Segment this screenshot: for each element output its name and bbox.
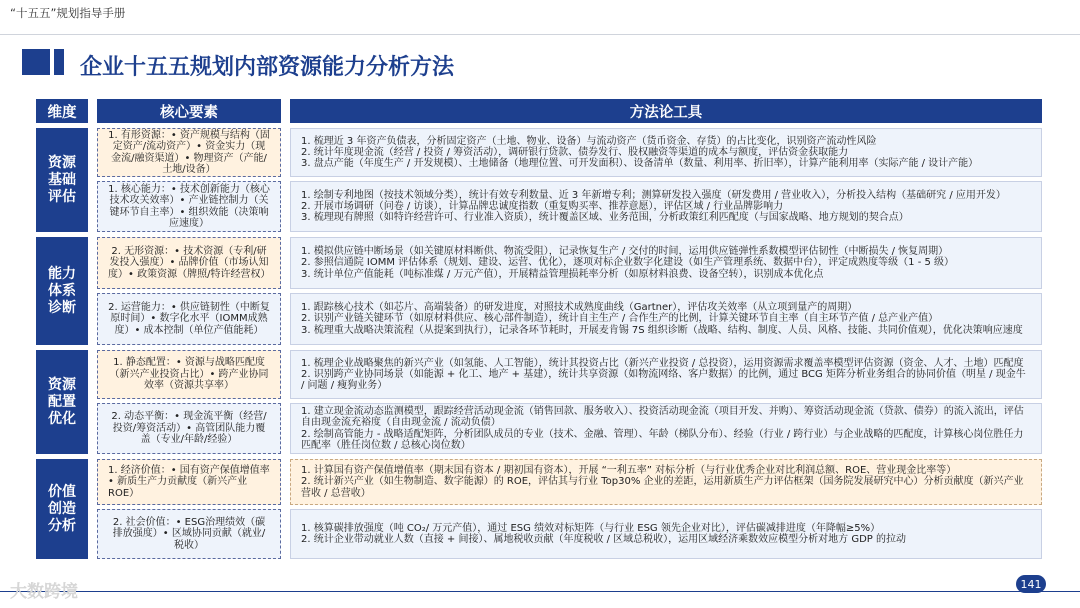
core-dynamic-balance: 2. 动态平衡：• 现金流平衡（经营/投资/筹资活动）• 高管团队能力覆盖（专业/年龄/经验） (97, 403, 281, 454)
method-line: 2. 开展市场调研（问卷 / 访谈），计算品牌忠诚度指数（重复购买率、推荐意愿），评估区域 / 行业品牌影响力 (301, 200, 784, 212)
method-line: 1. 梳理近 3 年资产负债表，分析固定资产（土地、物业、设备）与流动资产（货币资金、存货）的占比变化，识别资产流动性风险 (301, 135, 877, 147)
watermark-logo: 大数跨境 (10, 582, 78, 602)
method-line: 1. 核算碳排放强度（吨 CO₂/ 万元产值），通过 ESG 绩效对标矩阵（与行业 ESG 领先企业对比），评估碳减排进度（年降幅≥5%） (301, 522, 881, 534)
dimension-resource-base: 资源基础评估 (36, 128, 88, 232)
dimension-allocation: 资源配置优化 (36, 350, 88, 454)
method-line: 3. 盘点产能（年度生产 / 开发规模）、土地储备（地理位置、可开发面积）、设备清单（数量、利用率、折旧率），计算产能利用率（实际产能 / 设计产能） (301, 158, 979, 170)
method-row-5 (290, 350, 1042, 399)
method-line: 1. 绘制专利地图（按技术领域分类），统计有效专利数量、近 3 年新增专利；测算研发投入强度（研发费用 / 营业收入），分析投入结构（基础研究 / 应用开发） (301, 189, 1006, 201)
core-static-allocation: 1. 静态配置：• 资源与战略匹配度（新兴产业投资占比）• 跨产业协同效率（资源共享率） (97, 350, 281, 399)
column-header-method: 方法论工具 (290, 99, 1042, 123)
method-line: 3. 统计单位产值能耗（吨标准煤 / 万元产值），开展精益管理损耗率分析（如原材料浪费、设备空转），识别成本优化点 (301, 268, 824, 280)
method-line: 1. 计算国有资产保值增值率（期末国有资本 / 期初国有资本），开展 “一利五率” 对标分析（与行业优秀企业对比利润总额、ROE、营业现金比率等） (301, 465, 957, 477)
method-line: 1. 梳理企业战略聚焦的新兴产业（如氢能、人工智能），统计其投资占比（新兴产业投资 / 总投资），运用资源需求覆盖率模型评估资源（资金、人才、土地）匹配度 (301, 357, 1024, 369)
method-line: 1. 跟踪核心技术（如芯片、高端装备）的研发进度，对照技术成熟度曲线（Gartner），评估攻关效率（从立项到量产的周期） (301, 302, 858, 314)
page-title: 企业十五五规划内部资源能力分析方法 (80, 55, 455, 80)
method-line: 1. 模拟供应链中断场景（如关键原材料断供、物流受阻），记录恢复生产 / 交付的时间，运用供应链弹性系数模型评估韧性（中断损失 / 恢复周期） (301, 246, 949, 258)
column-header-core: 核心要素 (97, 99, 281, 123)
method-line: 2. 识别跨产业协同场景（如能源 + 化工、地产 + 基建），统计共享资源（如物流网络、客户数据）的比例，通过 BCG 矩阵分析业务组合的协同价值（明星 / 现金牛 / 问题 / 瘦狗业务） (301, 368, 1026, 392)
method-line: 1. 建立现金流动态监测模型，跟踪经营活动现金流（销售回款、服务收入）、投资活动现金流（项目开发、并购）、筹资活动现金流（贷款、债券）的流入流出，评估自由现金流充裕度（自由现金流 / 流动负债） (301, 406, 1024, 429)
method-row-7 (290, 459, 1042, 505)
core-intangible-resources: 2. 无形资源：• 技术资源（专利/研发投入强度）• 品牌价值（市场认知度）• 政策资源（牌照/特许经营权） (97, 237, 281, 289)
method-line: 2. 参照信通院 IOMM 评估体系（规划、建设、运营、优化），逐项对标企业数字化建设（如生产管理系统、数据中台），评定成熟度等级（1 - 5 级） (301, 257, 955, 269)
handbook-label: “十五五”规划指导手册 (10, 6, 126, 20)
method-line: 2. 识别产业链关键环节（如原材料供应、核心部件制造），统计自主生产 / 合作生产的比例，计算关键环节自主率（自主环节产值 / 总产业产值） (301, 313, 939, 325)
method-line: 2. 绘制高管能力 - 战略适配矩阵，分析团队成员的专业（技术、金融、管理）、年龄（梯队分布）、经验（行业 / 跨行业）与企业战略的匹配度，计算核心岗位胜任力匹配率（胜任岗位数 / 总核心岗位数） (301, 428, 1024, 451)
method-row-3 (290, 237, 1042, 289)
method-row-6 (290, 403, 1042, 454)
core-core-capability: 1. 核心能力：• 技术创新能力（核心技术攻关效率）• 产业链控制力（关键环节自主率）• 组织效能（决策响应速度） (97, 181, 281, 232)
footer-divider (0, 591, 1080, 592)
header-divider (0, 34, 1080, 35)
method-line: 2. 统计新兴产业（如生物制造、数字能源）的 ROE，评估其与行业 Top30% 企业的差距，运用新质生产力评估框架（国务院发展研究中心）分析贡献度（新兴产业营收 / 总营收） (301, 476, 1024, 499)
core-social-value: 2. 社会价值：• ESG治理绩效（碳排放强度）• 区域协同贡献（就业/税收） (97, 509, 281, 559)
core-tangible-resources: 1. 有形资源：• 资产规模与结构（固定资产/流动资产）• 资金实力（现金流/融资渠道）• 物理资产（产能/土地/设备） (97, 128, 281, 177)
dimension-value: 价值创造分析 (36, 459, 88, 559)
core-operation-capability: 2. 运营能力：• 供应链韧性（中断复原时间）• 数字化水平（IOMM成熟度）• 成本控制（单位产值能耗） (97, 293, 281, 345)
dimension-capability: 能力体系诊断 (36, 237, 88, 345)
method-row-8 (290, 509, 1042, 559)
method-row-4 (290, 293, 1042, 345)
method-line: 2. 统计企业带动就业人数（直接 + 间接）、属地税收贡献（年度税收 / 区域总税收），运用区域经济乘数效应模型分析对地方 GDP 的拉动 (301, 534, 907, 545)
title-accent-block (22, 49, 50, 75)
method-row-1 (290, 128, 1042, 177)
title-accent-block-small (54, 49, 64, 75)
core-economic-value: 1. 经济价值：• 国有资产保值增值率• 新质生产力贡献度（新兴产业ROE） (97, 459, 281, 505)
method-line: 2. 统计年度现金流（经营 / 投资 / 筹资活动），调研银行贷款、债券发行、股权融资等渠道的成本与额度，评估资金获取能力 (301, 146, 849, 158)
method-line: 3. 梳理现有牌照（如特许经营许可、行业准入资质），统计覆盖区域、业务范围，分析政策红利匹配度（与国家战略、地方规划的契合点） (301, 212, 909, 224)
method-row-2 (290, 181, 1042, 232)
method-line: 3. 梳理重大战略决策流程（从提案到执行），记录各环节耗时，开展麦肯锡 7S 组织诊断（战略、结构、制度、人员、风格、技能、共同价值观），优化决策响应速度 (301, 324, 1023, 336)
column-header-dimension: 维度 (36, 99, 88, 123)
page-number-badge: 141 (1016, 575, 1046, 593)
